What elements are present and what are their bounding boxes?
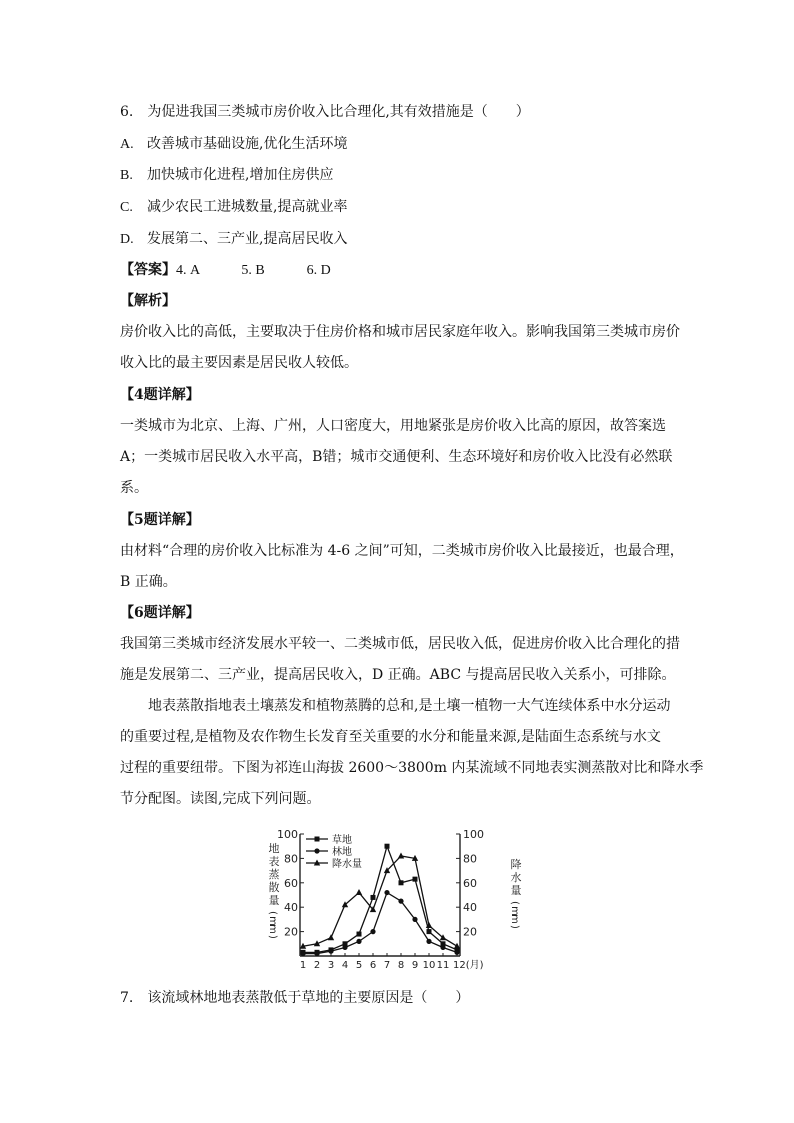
point-circle [300, 951, 305, 956]
analysis-label: 【解析】 [120, 293, 176, 309]
legend-label: 草地 [332, 835, 352, 846]
series-line-circle [303, 893, 457, 954]
option-text: 发展第二、三产业,提高居民收入 [147, 231, 348, 247]
x-tick-label: 8 [397, 960, 405, 971]
point-circle [412, 917, 417, 922]
axis-label-char: 量 [268, 894, 280, 907]
point-square [371, 895, 376, 900]
axis-label-char: 水 [510, 871, 522, 884]
point-circle [384, 890, 389, 895]
point-circle [440, 945, 445, 950]
point-square [399, 880, 404, 885]
point-triangle [398, 852, 404, 858]
point-square [357, 932, 362, 937]
point-circle [356, 939, 361, 944]
axis-label-char: 表 [268, 855, 280, 868]
x-tick-label: 12(月) [453, 960, 484, 971]
axis-label-char: 地 [268, 842, 280, 855]
axis-label-char: ( [267, 911, 278, 915]
question-6-option-b [120, 165, 333, 186]
x-tick-label: 7 [383, 960, 391, 971]
axis-label-char: 蒸 [268, 868, 280, 881]
analysis-line: 房价收入比的高低，主要取决于住房价格和城市居民家庭年收入。影响我国第三类城市房价 [120, 324, 680, 340]
y-tick-label-right: 60 [463, 876, 477, 890]
point-circle [342, 945, 347, 950]
chart-series [300, 844, 460, 956]
x-tick-label: 4 [341, 960, 349, 971]
answer-line [120, 260, 331, 281]
y-tick-label-left: 100 [277, 828, 298, 841]
chart-axes [267, 828, 522, 971]
option-text: 改善城市基础设施,优化生活环境 [147, 136, 348, 152]
point-circle [426, 939, 431, 944]
axis-label-char: ) [509, 925, 520, 929]
question-6-option-d [120, 229, 347, 250]
y-axis-label-left [267, 841, 280, 939]
option-letter: D. [120, 232, 134, 247]
detail-4-label: 【4题详解】 [120, 387, 200, 403]
axis-label-char: m [267, 924, 278, 934]
x-tick-label: 1 [299, 960, 307, 971]
detail-6-line: 我国第三类城市经济发展水平较一、二类城市低，居民收入低，促进房价收入比合理化的措 [120, 636, 680, 652]
evapotranspiration-chart [266, 818, 528, 976]
y-tick-label-right: 40 [463, 901, 477, 915]
option-letter: A. [120, 137, 134, 152]
point-square [427, 929, 432, 934]
chart-svg [266, 818, 528, 976]
point-square [413, 877, 418, 882]
detail-6-line: 施是发展第二、三产业，提高居民收入，D 正确。ABC 与提高居民收入关系小，可排除。 [120, 667, 676, 683]
y-tick-label-left: 20 [284, 925, 298, 939]
detail-5-line: 由材料“合理的房价收入比标准为 4-6 之间”可知，二类城市房价收入比最接近，也最合理， [120, 543, 684, 559]
detail-4-line: A；一类城市居民收入水平高，B错；城市交通便利、生态环境好和房价收入比没有必然联 [120, 449, 673, 465]
y-tick-label-right: 20 [463, 925, 477, 939]
legend-marker-square [315, 837, 320, 842]
legend-marker-circle [314, 848, 319, 853]
answer-label: 【答案】 [120, 262, 176, 278]
question-6-option-a [120, 134, 347, 155]
x-tick-label: 5 [355, 960, 363, 971]
axis-label-char: ) [267, 935, 278, 939]
axis-label-char: 散 [268, 881, 280, 894]
axis-label-char: m [509, 906, 520, 916]
point-circle [454, 950, 459, 955]
y-tick-label-left: 60 [284, 876, 298, 890]
y-tick-label-left: 40 [284, 901, 298, 915]
y-axis-label-right [509, 857, 522, 929]
question-6-stem: 6. 为促进我国三类城市房价收入比合理化,其有效措施是（ ） [120, 104, 530, 120]
point-triangle [356, 889, 362, 895]
question-7-stem: 7. 该流域林地地表蒸散低于草地的主要原因是（ ） [120, 990, 470, 1006]
axis-label-char: m [509, 914, 520, 924]
question-6-option-c [120, 197, 347, 218]
point-circle [398, 899, 403, 904]
y-tick-label-right: 80 [463, 852, 477, 866]
point-square [385, 844, 390, 849]
legend-label: 降水量 [332, 859, 362, 870]
point-circle [314, 951, 319, 956]
legend-label: 林地 [332, 847, 352, 858]
detail-5-line: B 正确。 [120, 574, 177, 590]
series-line-square [303, 846, 457, 952]
point-triangle [328, 934, 334, 940]
y-tick-label-left: 80 [284, 852, 298, 866]
option-text: 加快城市化进程,增加住房供应 [147, 167, 334, 183]
y-tick-label-right: 100 [463, 828, 484, 841]
x-tick-label: 9 [411, 960, 419, 971]
passage-line: 地表蒸散指地表土壤蒸发和植物蒸腾的总和,是土壤一植物一大气连续体系中水分运动 [148, 698, 671, 714]
x-tick-label: 2 [313, 960, 321, 971]
point-triangle [454, 943, 460, 949]
detail-6-label: 【6题详解】 [120, 605, 200, 621]
detail-5-label: 【5题详解】 [120, 512, 200, 528]
option-text: 减少农民工进城数量,提高就业率 [147, 199, 348, 215]
x-tick-label: 3 [327, 960, 335, 971]
answer-text: 4. A 5. B 6. D [176, 263, 331, 278]
x-tick-label: 11 [436, 960, 450, 971]
passage-line: 的重要过程,是植物及农作物生长发育至关重要的水分和能量来源,是陆面生态系统与水文 [120, 729, 661, 745]
point-circle [370, 929, 375, 934]
option-letter: C. [120, 200, 133, 215]
axis-label-char: 降 [510, 858, 522, 871]
analysis-line: 收入比的最主要因素是居民收人较低。 [120, 355, 358, 371]
option-letter: B. [120, 168, 133, 183]
axis-label-char: m [267, 916, 278, 926]
point-circle [328, 949, 333, 954]
passage-line: 过程的重要纽带。下图为祁连山海拔 2600～3800m 内某流域不同地表实测蒸散对比和降水季 [120, 760, 704, 776]
detail-4-line: 一类城市为北京、上海、广州，人口密度大，用地紧张是房价收入比高的原因，故答案选 [120, 418, 666, 434]
detail-4-line: 系。 [120, 480, 148, 496]
axis-label-char: ( [509, 901, 520, 905]
axis-label-char: 量 [510, 884, 522, 897]
chart-legend [306, 833, 362, 870]
passage-line: 节分配图。读图,完成下列问题。 [120, 791, 321, 807]
x-tick-label: 6 [369, 960, 377, 971]
x-tick-label: 10 [422, 960, 436, 971]
